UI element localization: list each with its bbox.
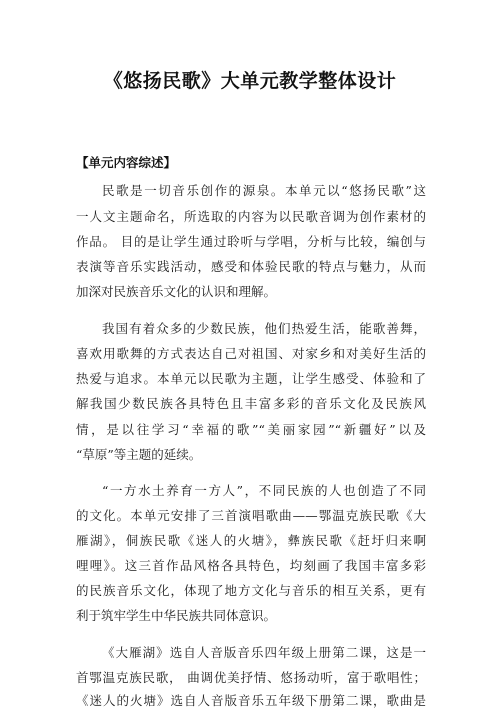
paragraph-line: “一方水土养育一方人”，不同民族的人也创造了不同 (102, 483, 426, 498)
paragraph-line: 热爱与追求。本单元以民歌为主题，让学生感受、体验和了 (76, 371, 426, 386)
paragraph-line: 《大雁湖》选自人音版音乐四年级上册第二课，这是一 (102, 645, 426, 660)
paragraph-line: “草原”等主题的延续。 (76, 447, 202, 462)
paragraph-line: 作品。 目的是让学生通过聆听与学唱，分析与比较，编创与 (76, 234, 426, 249)
paragraph-line: 喜欢用歌舞的方式表达自己对祖国、对家乡和对美好生活的 (76, 346, 426, 361)
paragraph-line: 解我国少数民族各具特色且丰富多彩的音乐文化及民族风 (76, 396, 426, 411)
paragraph-line: 首鄂温克族民歌， 曲调优美抒情、悠扬动听，富于歌唱性； (76, 670, 426, 685)
paragraph-line: 哩哩》。这三首作品风格各具特色，均刻画了我国丰富多彩 (76, 558, 426, 573)
document-title: 《悠扬民歌》大单元教学整体设计 (103, 70, 397, 92)
paragraph-line: 雁湖》，侗族民歌《迷人的火塘》，彝族民歌《赶圩归来啊 (76, 533, 426, 548)
paragraph-line: 一人文主题命名，所选取的内容为以民歌音调为创作素材的 (76, 209, 426, 224)
paragraph-line: 加深对民族音乐文化的认识和理解。 (76, 284, 277, 299)
paragraph-line: 民歌是一切音乐创作的源泉。本单元以“悠扬民歌”这 (102, 183, 426, 198)
paragraph-line: 我国有着众多的少数民族，他们热爱生活，能歌善舞， (102, 321, 426, 336)
section-heading: 【单元内容综述】 (76, 155, 177, 170)
paragraph-line: 情，是以往学习“幸福的歌”“美丽家园”“新疆好”以及 (76, 422, 426, 437)
paragraph-line: 表演等音乐实践活动，感受和体验民歌的特点与魅力，从而 (76, 259, 426, 274)
paragraph-line: 的文化。本单元安排了三首演唱歌曲——鄂温克族民歌《大 (76, 508, 426, 523)
paragraph-line: 利于筑牢学生中华民族共同体意识。 (76, 608, 277, 623)
paragraph-line: 的民族音乐文化，体现了地方文化与音乐的相互关系，更有 (76, 583, 426, 598)
paragraph-line: 《迷人的火塘》选自人音版音乐五年级下册第二课，歌曲是 (76, 693, 426, 708)
